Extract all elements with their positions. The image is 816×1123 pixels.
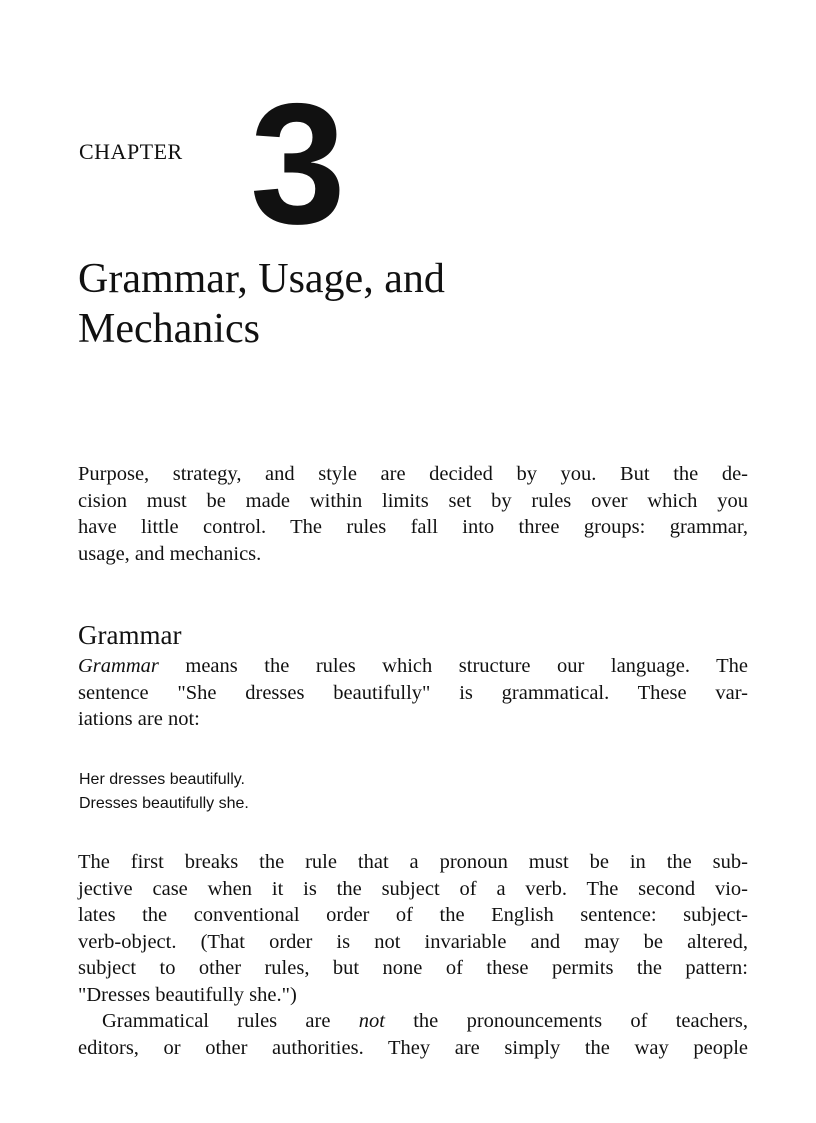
grammar-line: iations are not: (78, 708, 200, 730)
body-line: jective case when it is the subject of a verb. The second vio- (78, 877, 748, 900)
body-paragraph (78, 849, 748, 1061)
intro-line: cision must be made within limits set by rules over which you (78, 489, 748, 512)
section-heading-grammar: Grammar (78, 620, 182, 650)
emphasis-not: not (358, 1010, 385, 1032)
intro-line: Purpose, strategy, and style are decided by you. But the de- (78, 463, 748, 485)
body-line: lates the conventional order of the English sentence: subject- (78, 904, 748, 926)
grammar-line-rest: means the rules which structure our language. The (158, 655, 748, 677)
intro-line: have little control. The rules fall into three groups: grammar, (78, 516, 748, 538)
example-sentences (79, 768, 249, 816)
grammar-definition-paragraph (78, 653, 748, 733)
chapter-title (78, 254, 598, 354)
example-sentence: Dresses beautifully she. (79, 795, 249, 812)
example-sentence: Her dresses beautifully. (79, 771, 245, 788)
chapter-title-line-2: Mechanics (78, 306, 260, 352)
body-line-start: Grammatical rules are (102, 1010, 359, 1032)
grammar-term: Grammar (78, 655, 159, 677)
intro-paragraph (78, 461, 748, 567)
body-line: verb-object. (That order is not invariable and may be altered, (78, 930, 748, 953)
body-line: editors, or other authorities. They are simply the way people (78, 1036, 748, 1059)
body-line: subject to other rules, but none of these permits the pattern: (78, 957, 748, 979)
body-line: "Dresses beautifully she.") (78, 983, 297, 1006)
chapter-label: CHAPTER (79, 139, 183, 164)
chapter-number: 3 (250, 68, 344, 260)
intro-line: usage, and mechanics. (78, 542, 262, 565)
body-line-end: the pronouncements of teachers, (384, 1010, 748, 1032)
body-line: The first breaks the rule that a pronoun must be in the sub- (78, 851, 748, 873)
body-line (78, 1008, 748, 1035)
grammar-line (78, 653, 748, 680)
chapter-title-line-1: Grammar, Usage, and (78, 256, 445, 302)
grammar-line: sentence "She dresses beautifully" is grammatical. These var- (78, 681, 748, 704)
